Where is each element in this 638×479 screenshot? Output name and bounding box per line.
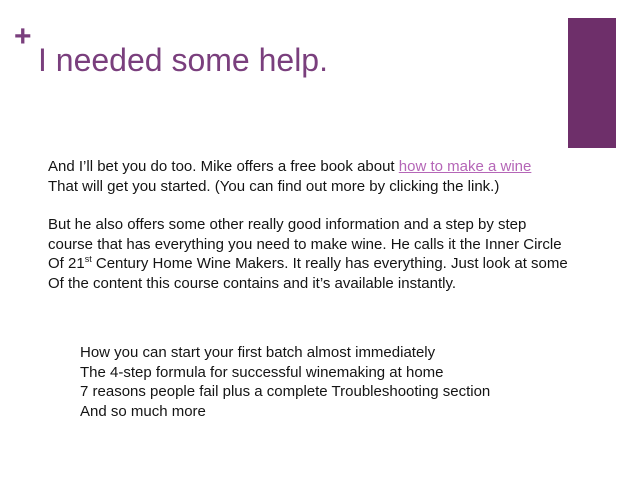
slide-title: I needed some help. [38, 42, 328, 78]
feature-list [80, 343, 560, 421]
list-item: 7 reasons people fail plus a complete Troubleshooting section [80, 383, 491, 400]
paragraph-2-line-3-pre: Of 21 [48, 255, 85, 272]
paragraph-1-line-2: That will get you started. (You can find out more by clicking the link.) [48, 177, 500, 195]
paragraph-2-line-3-post: Century Home Wine Makers. It really has everything. Just look at some [91, 255, 568, 272]
plus-icon: + [14, 20, 32, 53]
paragraph-2-line-3 [48, 254, 618, 274]
ordinal-suffix: st [84, 254, 92, 264]
paragraph-2-line-1: But he also offers some other really good information and a step by step [48, 216, 527, 233]
body-text [48, 157, 618, 293]
paragraph-2-line-2: course that has everything you need to make wine. He calls it the Inner Circle [48, 235, 562, 253]
accent-bar [568, 18, 616, 148]
list-item: The 4-step formula for successful winemaking at home [80, 363, 444, 381]
paragraph-2-line-4: Of the content this course contains and it’s available instantly. [48, 274, 457, 292]
paragraph-1-line-1 [48, 157, 618, 177]
list-item: And so much more [80, 402, 206, 420]
wine-book-link[interactable]: how to make a wine [398, 158, 532, 175]
list-item: How you can start your first batch almost immediately [80, 344, 436, 361]
paragraph-1-text: And I’ll bet you do too. Mike offers a free book about [48, 158, 399, 175]
